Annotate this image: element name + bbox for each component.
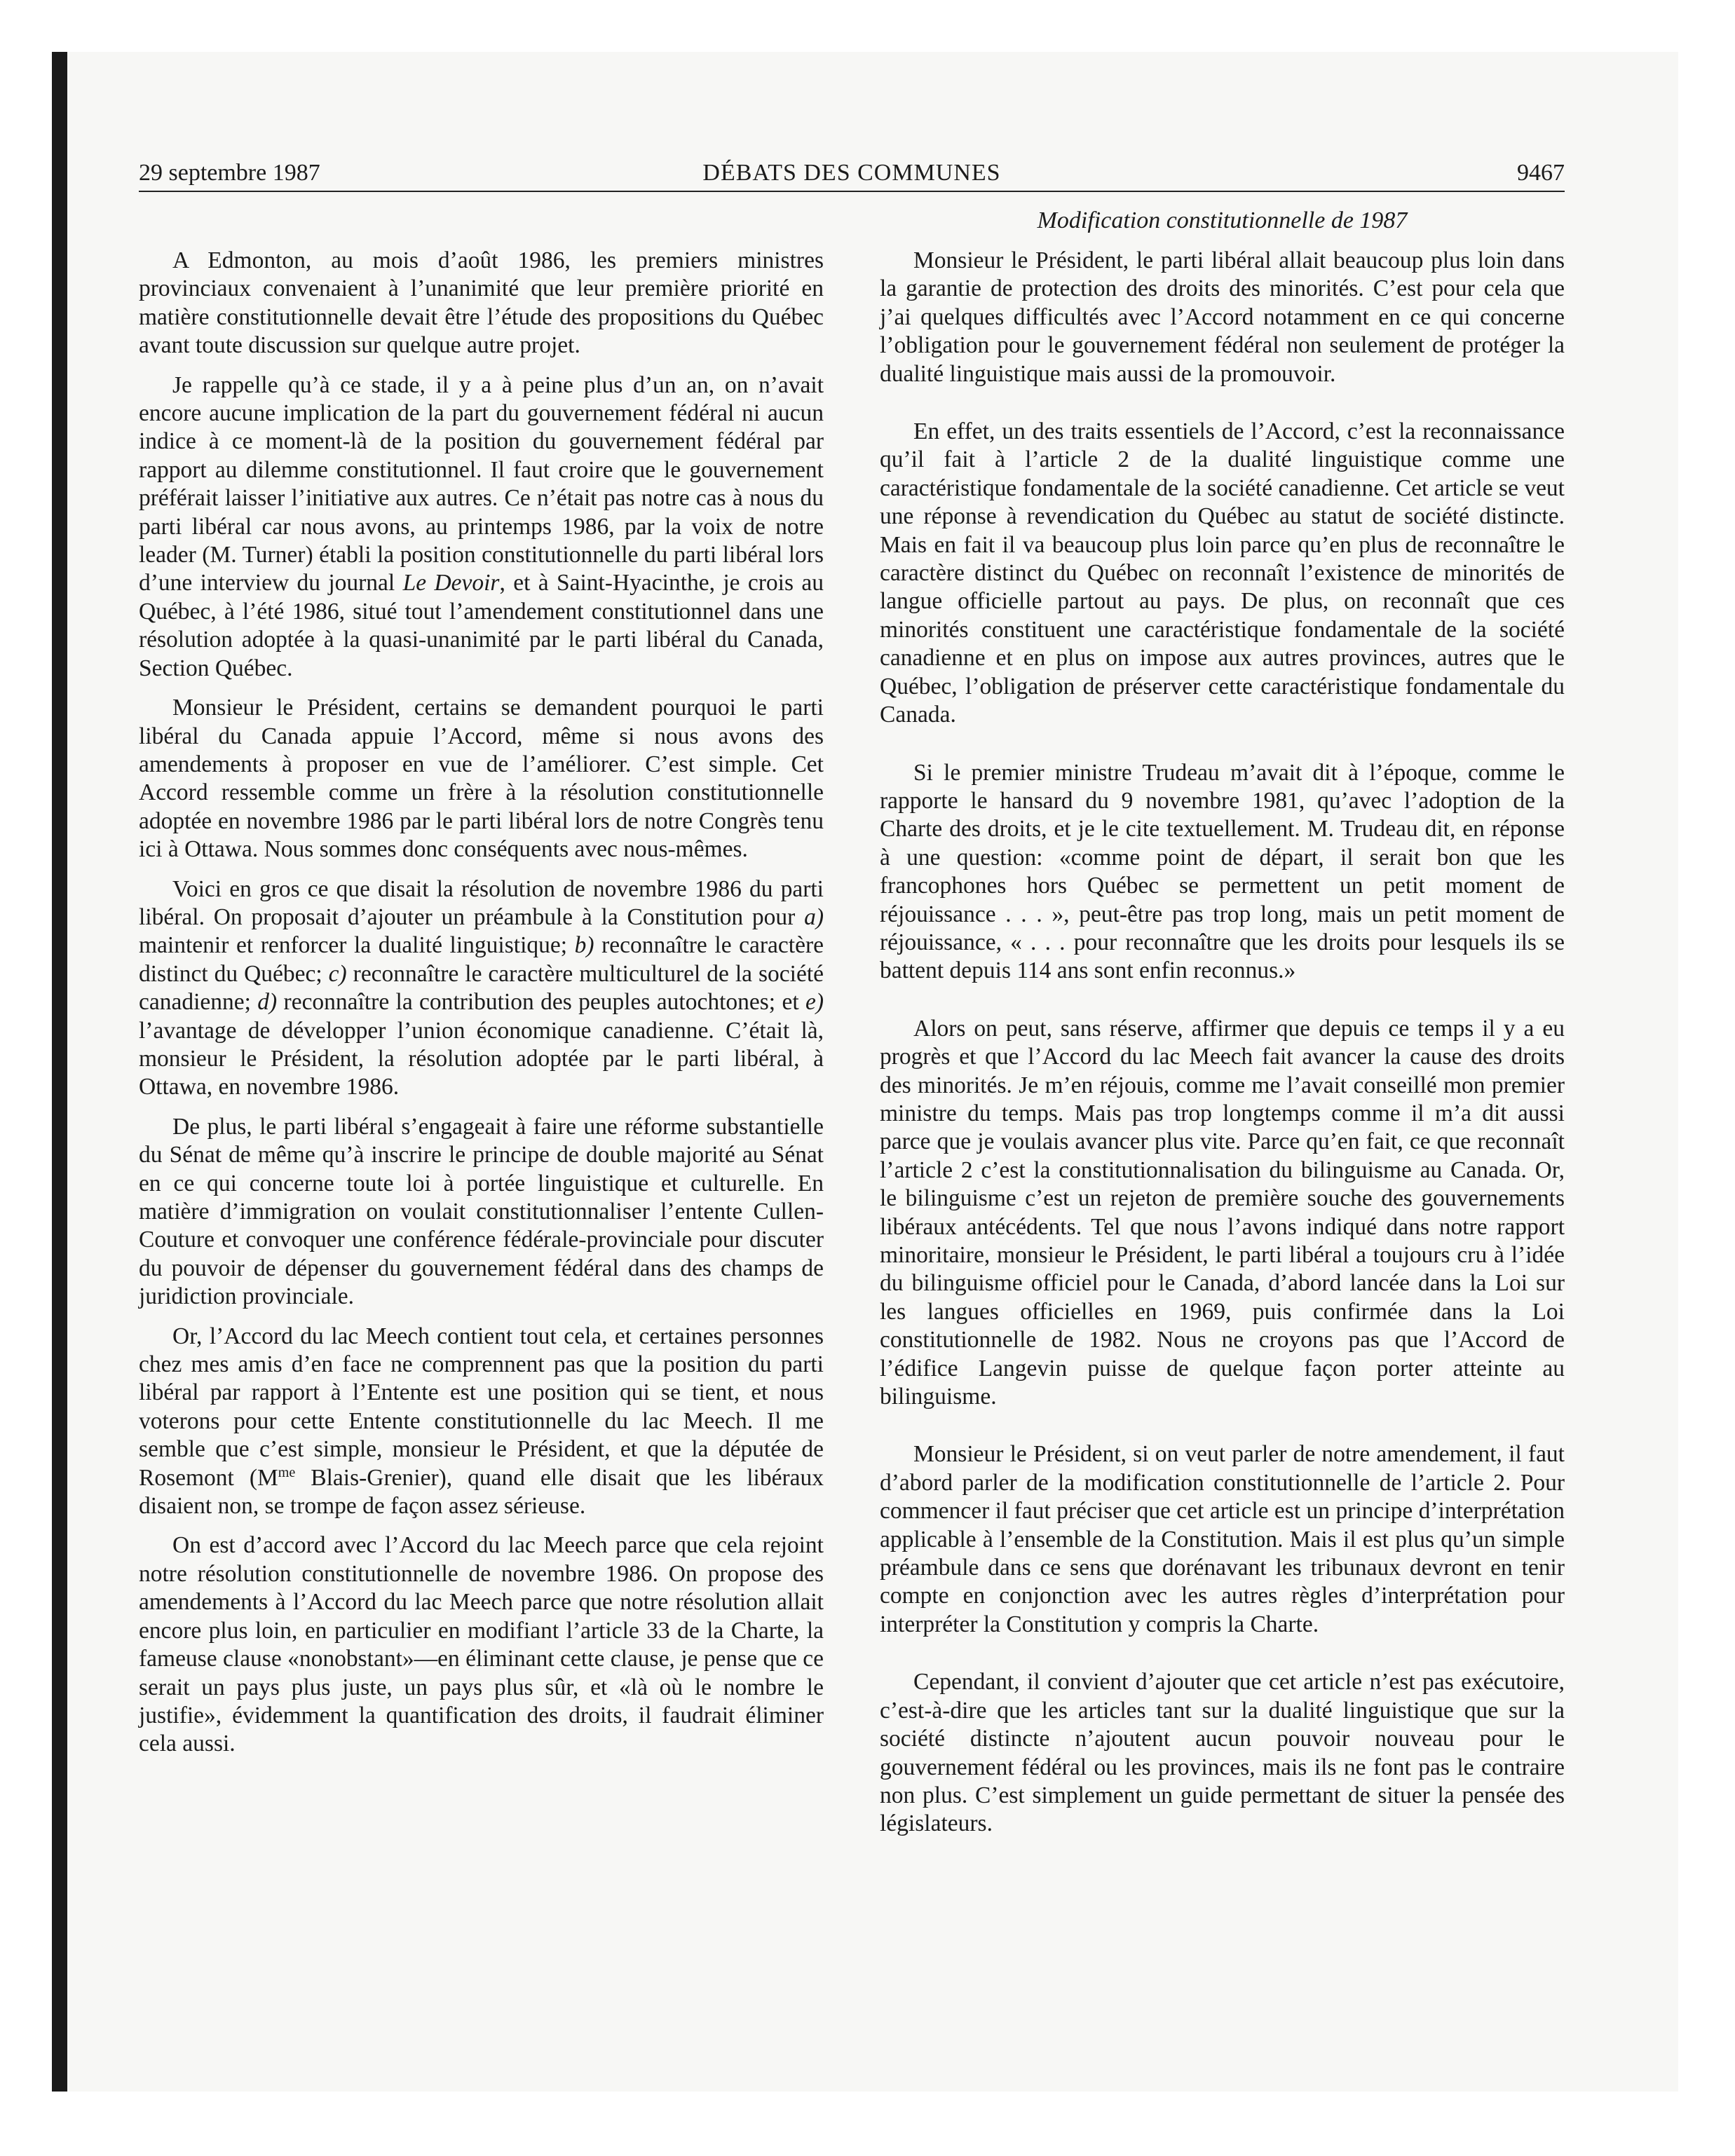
section-subheader: Modification constitutionnelle de 1987 xyxy=(1037,207,1408,233)
page-header xyxy=(139,160,1565,192)
newspaper-title: Le Devoir xyxy=(402,570,500,596)
paragraph: Monsieur le Président, le parti libéral allait beaucoup plus loin dans la garantie de protection des droits des minorités. C’est pour cela que j’ai quelques difficultés avec l’Accord notamment en ce qui concerne l’obligation pour le gouvernement fédéral non seulement de protéger la dualité linguistique mais aussi de la promouvoir. xyxy=(880,247,1565,387)
paragraph: Alors on peut, sans réserve, affirmer que depuis ce temps il y a eu progrès et que l’Accord du lac Meech fait avancer la cause des droits des minorités. Je m’en réjouis, comme me l’avait conseillé mon premier ministre du temps. Mais pas trop longtemps comme il m’a dit aussi parce que je voulais avancer plus vite. Parce qu’en fait, ce que reconnaît l’article 2 c’est la constitutionnalisation du bilinguisme au Canada. Or, le bilinguisme c’est un rejeton de première souche des gouvernements libéraux antécédents. Tel que nous l’avons indiqué dans notre rapport minoritaire, monsieur le Président, le parti libéral a toujours cru à l’idée du bilinguisme officiel pour le Canada, d’abord lancée dans la Loi sur les langues officielles en 1969, puis confirmée dans la Loi constitutionnelle de 1982. Nous ne croyons pas que l’Accord de l’édifice Langevin puisse de quelque façon porter atteinte au bilinguisme. xyxy=(880,1015,1565,1410)
paragraph: Monsieur le Président, certains se demandent pourquoi le parti libéral du Canada appuie l’Accord, même si nous avons des amendements à proposer en vue de l’améliorer. C’est simple. Cet Accord ressemble comme un frère à la résolution constitutionnelle adoptée en novembre 1986 par le parti libéral lors de notre Congrès tenu ici à Ottawa. Nous sommes donc conséquents avec nous-mêmes. xyxy=(139,695,824,863)
header-page-number: 9467 xyxy=(1517,160,1565,186)
paragraph: En effet, un des traits essentiels de l’Accord, c’est la reconnaissance qu’il fait à l’article 2 de la dualité linguistique comme une caractéristique fondamentale de la société canadienne. Cet article se veut une réponse à revendication du Québec au statut de société distincte. Mais en fait il va beaucoup plus loin parce qu’en plus de reconnaître le caractère distinct du Québec on reconnaît l’existence de minorités de langue officielle partout au pays. De plus, on reconnaît que ces minorités constituent une caractéristique fondamentale de la société canadienne et en plus on impose aux autres provinces, autres que le Québec, l’obligation de préserver cette caractéristique fondamentale du Canada. xyxy=(880,418,1565,728)
header-title: DÉBATS DES COMMUNES xyxy=(702,160,1001,186)
scan-edge xyxy=(52,52,67,2092)
paragraph: A Edmonton, au mois d’août 1986, les premiers ministres provinciaux convenaient à l’unanimité que leur première priorité en matière constitutionnelle devait être l’étude des propositions du Québec avant toute discussion sur quelque autre projet. xyxy=(139,247,824,359)
paragraph: De plus, le parti libéral s’engageait à faire une réforme substantielle du Sénat de même qu’à inscrire le principe de double majorité au Sénat en ce qui concerne toute loi à portée linguistique et culturelle. En matière d’immigration on voulait constitutionnaliser l’entente Cullen-Couture et convoquer une conférence fédérale-provinciale pour discuter du pouvoir de dépenser du gouvernement fédéral dans des champs de juridiction provinciale. xyxy=(139,1113,824,1310)
paragraph: Si le premier ministre Trudeau m’avait dit à l’époque, comme le rapporte le hansard du 9 novembre 1981, qu’avec l’adoption de la Charte des droits, et je le cite textuellement. M. Trudeau dit, en réponse à une question: «comme point de départ, il serait bon que les francophones hors Québec se permettent un petit moment de réjouissance . . . », peut-être pas trop long, mais un petit moment de réjouissance, « . . . pour reconnaître que les droits pour lesquels ils se battent depuis 114 ans sont enfin reconnus.» xyxy=(880,759,1565,984)
paragraph: Monsieur le Président, si on veut parler de notre amendement, il faut d’abord parler de la modification constitutionnelle de l’article 2. Pour commencer il faut préciser que cet article est un principe d’interprétation applicable à l’ensemble de la Constitution. Mais il est plus qu’un simple préambule dans ce sens que dorénavant les tribunaux devront en tenir compte en conjonction avec les autres règles d’interprétation pour interpréter la Constitution y compris la Charte. xyxy=(880,1441,1565,1637)
paragraph: Cependant, il convient d’ajouter que cet article n’est pas exécutoire, c’est-à-dire que les articles tant sur la dualité linguistique que sur la société distincte n’ajoutent aucun pouvoir nouveau pour le gouvernement fédéral ou les provinces, mais ils ne font pas le contraire non plus. C’est simplement un guide permettant de situer la pensée des législateurs. xyxy=(880,1669,1565,1837)
paragraph: Je rappelle qu’à ce stade, il y a à peine plus d’un an, on n’avait encore aucune implication de la part du gouvernement fédéral ni aucun indice à ce moment-là de la position du gouvernement fédéral par rapport au dilemme constitutionnel. Il faut croire que le gouvernement préférait laisser l’initiative aux autres. Ce n’était pas notre cas à nous du parti libéral car nous avons, au printemps 1986, par la voix de notre leader (M. Turner) établi la position constitutionnelle du parti libéral lors d’une interview du journal Le Devoir, et à Saint-Hyacinthe, je crois au Québec, à l’été 1986, situé tout l’amendement constitutionnel dans une résolution adoptée à la quasi-unanimité par le parti libéral du Canada, Section Québec. xyxy=(139,371,824,681)
right-column xyxy=(880,247,1565,1838)
header-date: 29 septembre 1987 xyxy=(139,160,320,186)
paragraph: Or, l’Accord du lac Meech contient tout cela, et certaines personnes chez mes amis d’en face ne comprennent pas que la position du parti libéral par rapport à l’Entente est une position qui se tient, et nous voterons pour cette Entente constitutionnelle du lac Meech. Il me semble que c’est simple, monsieur le Président, et que la députée de Rosemont ($M^{me}$ Blais-Grenier), quand elle disait que les libéraux disaient non, se trompe de façon assez sérieuse. xyxy=(139,1323,824,1520)
left-column xyxy=(139,247,824,1759)
paragraph: On est d’accord avec l’Accord du lac Meech parce que cela rejoint notre résolution constitutionnelle de novembre 1986. On propose des amendements à l’Accord du lac Meech parce que notre résolution allait encore plus loin, en particulier en modifiant l’article 33 de la Charte, la fameuse clause «nonobstant»—en éliminant cette clause, je pense que ce serait un pays plus juste, un pays plus sûr, et «là où le nombre le justifie», évidemment la quantification des droits, il faudrait éliminer cela aussi. xyxy=(139,1532,824,1757)
paragraph: Voici en gros ce que disait la résolution de novembre 1986 du parti libéral. On proposait d’ajouter un préambule à la Constitution pour a) maintenir et renforcer la dualité linguistique; b) reconnaître le caractère distinct du Québec; c) reconnaître le caractère multiculturel de la société canadienne; d) reconnaître la contribution des peuples autochtones; et e) l’avantage de développer l’union économique canadienne. C’était là, monsieur le Président, la résolution adoptée par le parti libéral, à Ottawa, en novembre 1986. xyxy=(139,875,824,1100)
header-rule xyxy=(139,191,1565,192)
